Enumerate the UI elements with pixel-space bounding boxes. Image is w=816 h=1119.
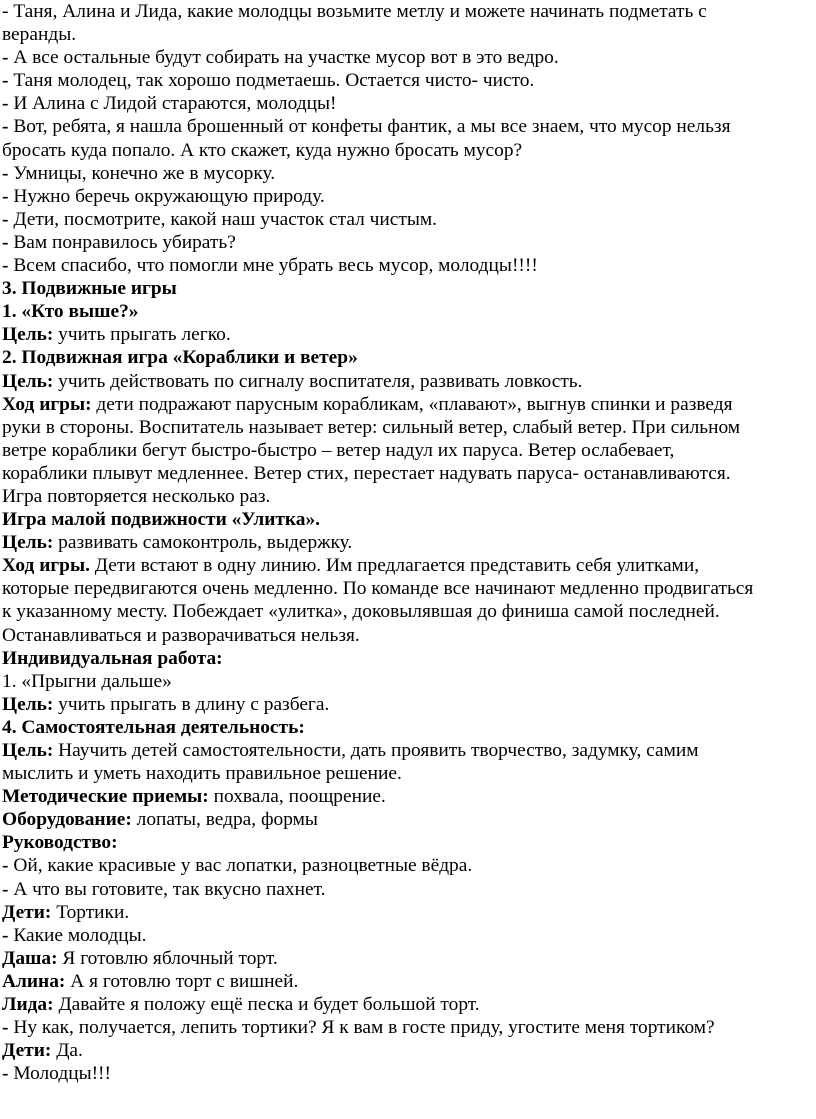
bold-text: -	[2, 231, 14, 253]
text-line	[2, 485, 816, 508]
text-line	[2, 393, 816, 416]
text-line	[2, 300, 816, 323]
body-text: к указанному месту. Побеждает «улитка», доковылявшая до финиша самой последней.	[2, 601, 720, 623]
body-text: Какие молодцы.	[13, 924, 147, 946]
body-text: лопаты, ведра, формы	[136, 809, 318, 831]
body-text: А я готовлю торт с вишней.	[70, 970, 299, 992]
text-line	[2, 531, 816, 554]
bold-text: Игра малой подвижности «Улитка».	[2, 509, 321, 531]
text-line	[2, 0, 816, 23]
body-text: Всем спасибо, что помогли мне убрать весь мусор, молодцы!!!!	[13, 255, 538, 277]
text-line	[2, 993, 816, 1016]
text-line	[2, 208, 816, 231]
body-text: кораблики плывут медленнее. Ветер стих, перестает надувать паруса- останавливаются.	[2, 462, 731, 484]
bold-text: Оборудование:	[2, 809, 137, 831]
bold-text: 4. Самостоятельная деятельность:	[2, 716, 305, 738]
text-line	[2, 716, 816, 739]
text-line	[2, 323, 816, 346]
bold-text: Методические приемы:	[2, 786, 214, 808]
bold-text: -	[2, 47, 14, 69]
body-text: которые передвигаются очень медленно. По команде все начинают медленно продвигаться	[2, 578, 754, 600]
text-line	[2, 46, 816, 69]
body-text: Вот, ребята, я нашла брошенный от конфеты фантик, а мы все знаем, что мусор нельзя	[13, 116, 731, 138]
body-text: бросать куда попало. А кто скажет, куда нужно бросать мусор?	[2, 139, 523, 161]
bold-text: Дети:	[2, 1040, 57, 1062]
body-text: Дети встают в одну линию. Им предлагается представить себя улитками,	[94, 555, 700, 577]
bold-text: -	[2, 162, 14, 184]
text-line	[2, 1062, 816, 1085]
bold-text: Цель:	[2, 740, 59, 761]
text-line	[2, 647, 816, 670]
bold-text: Ход игры.	[2, 555, 95, 577]
text-line	[2, 970, 816, 993]
text-line	[2, 878, 816, 901]
text-line	[2, 508, 816, 531]
body-text: мыслить и уметь находить правильное решение.	[2, 763, 402, 785]
text-line	[2, 1039, 816, 1062]
body-text: Давайте я положу ещё песка и будет большой торт.	[58, 994, 480, 1016]
text-line	[2, 1016, 816, 1039]
body-text: Молодцы!!!	[13, 1063, 111, 1085]
bold-text: -	[2, 1063, 14, 1085]
bold-text: 2. Подвижная игра «Кораблики и ветер»	[2, 347, 358, 369]
body-text: веранды.	[2, 24, 77, 46]
body-text: Я готовлю яблочный торт.	[62, 947, 278, 969]
body-text: Ой, какие красивые у вас лопатки, разноцветные вёдра.	[13, 855, 473, 877]
text-line	[2, 785, 816, 808]
body-text: учить действовать по сигналу воспитателя, развивать ловкость.	[58, 370, 583, 392]
text-line	[2, 23, 816, 46]
text-line	[2, 831, 816, 854]
text-line	[2, 462, 816, 485]
text-line	[2, 277, 816, 300]
bold-text: -	[2, 924, 14, 946]
text-line	[2, 577, 816, 600]
bold-text: -	[2, 208, 14, 230]
bold-text: -	[2, 255, 14, 277]
body-text: Научить детей самостоятельности, дать проявить творчество, задумку, самим	[58, 740, 699, 761]
body-text: А все остальные будут собирать на участке мусор вот в это ведро.	[13, 47, 559, 69]
body-text: Тортики.	[56, 901, 130, 923]
text-line	[2, 854, 816, 877]
body-text: Да.	[56, 1040, 83, 1062]
text-line	[2, 808, 816, 831]
bold-text: -	[2, 855, 14, 877]
text-line	[2, 346, 816, 369]
body-text: Дети, посмотрите, какой наш участок стал чистым.	[13, 208, 438, 230]
text-line	[2, 92, 816, 115]
text-line	[2, 762, 816, 785]
text-line	[2, 947, 816, 970]
body-text: Вам понравилось убирать?	[13, 231, 236, 253]
body-text: ветре кораблики бегут быстро-быстро – ветер надул их паруса. Ветер ослабевает,	[2, 439, 675, 461]
body-text: Останавливаться и разворачиваться нельзя.	[2, 624, 360, 646]
body-text: Умницы, конечно же в мусорку.	[13, 162, 276, 184]
bold-text: -	[2, 1017, 14, 1039]
text-line	[2, 162, 816, 185]
text-line	[2, 554, 816, 577]
bold-text: Цель:	[2, 324, 59, 346]
body-text: - Таня, Алина и Лида, какие молодцы возьмите метлу и можете начинать подметать с	[2, 1, 707, 22]
bold-text: -	[2, 93, 14, 115]
bold-text: -	[2, 70, 14, 92]
body-text: 1. «Прыгни дальше»	[2, 670, 172, 692]
bold-text: Алина:	[2, 970, 71, 992]
text-line	[2, 439, 816, 462]
bold-text: Индивидуальная работа:	[2, 647, 223, 669]
body-text: Нужно беречь окружающую природу.	[13, 185, 325, 207]
body-text: И Алина с Лидой стараются, молодцы!	[13, 93, 337, 115]
bold-text: Ход игры:	[2, 393, 97, 415]
text-line	[2, 924, 816, 947]
bold-text: -	[2, 878, 14, 900]
body-text: дети подражают парусным корабликам, «плавают», выгнув спинки и разведя	[96, 393, 733, 415]
text-line	[2, 416, 816, 439]
body-text: похвала, поощрение.	[213, 786, 386, 808]
text-line	[2, 624, 816, 647]
text-line	[2, 185, 816, 208]
bold-text: Даша:	[2, 947, 63, 969]
text-line	[2, 901, 816, 924]
body-text: учить прыгать легко.	[58, 324, 231, 346]
body-text: А что вы готовите, так вкусно пахнет.	[13, 878, 326, 900]
text-line	[2, 693, 816, 716]
text-line	[2, 254, 816, 277]
text-line	[2, 739, 816, 762]
text-line	[2, 670, 816, 693]
bold-text: 1. «Кто выше?»	[2, 301, 139, 323]
text-line	[2, 600, 816, 623]
bold-text: Дети:	[2, 901, 57, 923]
bold-text: Цель:	[2, 693, 59, 715]
bold-text: Цель:	[2, 532, 59, 554]
body-text: учить прыгать в длину с разбега.	[58, 693, 330, 715]
text-line	[2, 115, 816, 138]
bold-text: -	[2, 116, 14, 138]
text-line	[2, 370, 816, 393]
text-line	[2, 231, 816, 254]
text-line	[2, 139, 816, 162]
bold-text: Лида:	[2, 994, 59, 1016]
body-text: Игра повторяется несколько раз.	[2, 485, 271, 507]
body-text: Таня молодец, так хорошо подметаешь. Остается чисто- чисто.	[13, 70, 535, 92]
bold-text: 3. Подвижные игры	[2, 278, 177, 300]
bold-text: Цель:	[2, 370, 59, 392]
body-text: развивать самоконтроль, выдержку.	[58, 532, 353, 554]
bold-text: -	[2, 185, 14, 207]
body-text: Ну как, получается, лепить тортики? Я к вам в гостe приду, угостите меня тортиком?	[13, 1017, 715, 1039]
body-text: руки в стороны. Воспитатель называет ветер: сильный ветер, слабый ветер. При сильном	[2, 416, 741, 438]
bold-text: Руководство:	[2, 832, 118, 854]
text-line	[2, 69, 816, 92]
